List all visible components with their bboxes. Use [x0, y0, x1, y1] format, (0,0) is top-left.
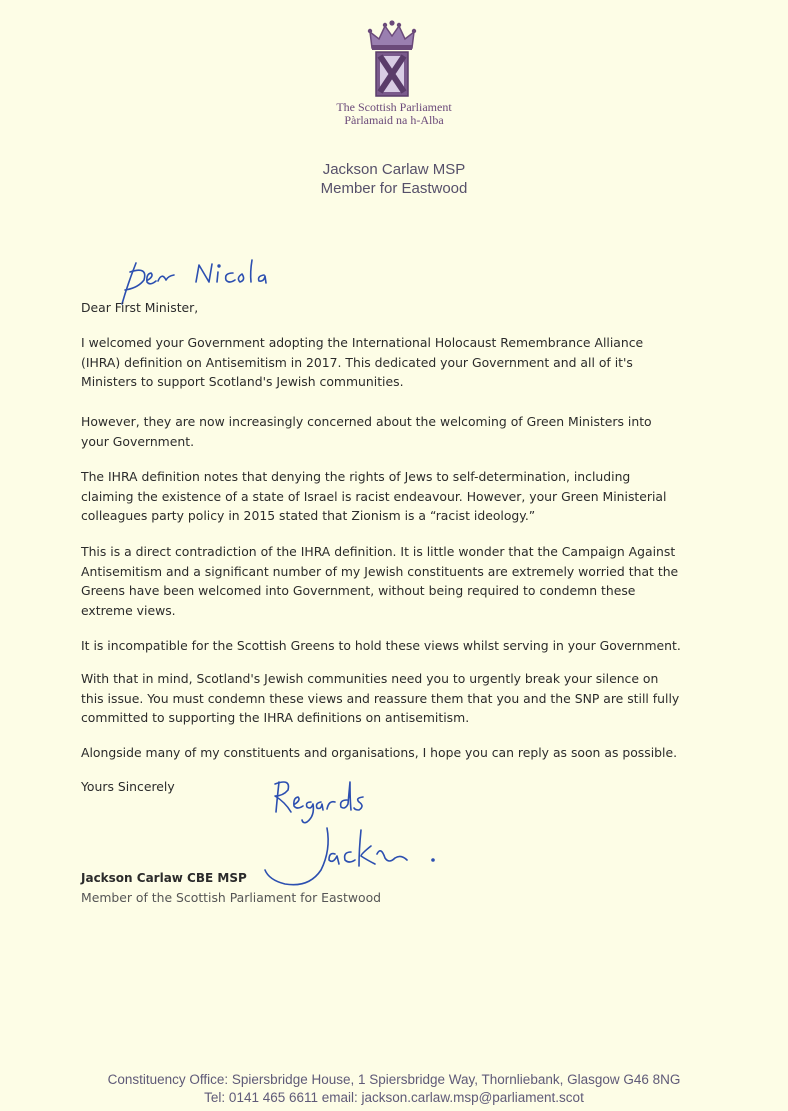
signatory-name: Jackson Carlaw CBE MSP [81, 871, 247, 885]
closing: Yours Sincerely [81, 779, 175, 794]
body-paragraph-3: The IHRA definition notes that denying the rights of Jews to self-determination, including claiming the existence of a state of Israel is racist endeavour. However, your Green Ministerial colleagues party policy in 2015 stated that Zionism is a “racist ideology.” [81, 469, 667, 523]
footer-contact: Tel: 0141 465 6611 email: jackson.carlaw.msp@parliament.scot [204, 1090, 584, 1105]
footer-address: Constituency Office: Spiersbridge House, 1 Spiersbridge Way, Thornliebank, Glasgow G46 8NG [107, 1072, 681, 1087]
scottish-parliament-crest-logo [366, 20, 418, 98]
mp-name-heading: Jackson Carlaw MSP [322, 161, 466, 178]
body-paragraph-4: This is a direct contradiction of the IHRA definition. It is little wonder that the Campaign Against Antisemitism and a significant number of my Jewish constituents are extremely worried that the Greens have been welcomed into Government, without being required to condemn these extreme views. [81, 544, 679, 618]
body-paragraph-1: I welcomed your Government adopting the International Holocaust Remembrance Alliance (IHRA) definition on Antisemitism in 2017. This dedicated your Government and all of it's Ministers to support Scotland's Jewish communities. [81, 335, 644, 389]
body-paragraph-7: Alongside many of my constituents and organisations, I hope you can reply as soon as possible. [81, 745, 678, 760]
salutation: Dear First Minister, [81, 300, 199, 315]
body-paragraph-6: With that in mind, Scotland's Jewish communities need you to urgently break your silence on this issue. You must condemn these views and reassure them that you and the SNP are still fully committed to supporting the IHRA definitions on antisemitism. [81, 671, 680, 725]
parliament-name-gaelic: Pàrlamaid na h-Alba [344, 113, 444, 127]
body-paragraph-2: However, they are now increasingly concerned about the welcoming of Green Ministers into your Government. [81, 414, 652, 449]
parliament-name-english: The Scottish Parliament [336, 100, 452, 114]
mp-constituency-heading: Member for Eastwood [320, 180, 468, 197]
signatory-role: Member of the Scottish Parliament for Eastwood [81, 890, 382, 905]
body-paragraph-5: It is incompatible for the Scottish Greens to hold these views whilst serving in your Government. [81, 638, 681, 653]
handwritten-signature [255, 772, 455, 897]
